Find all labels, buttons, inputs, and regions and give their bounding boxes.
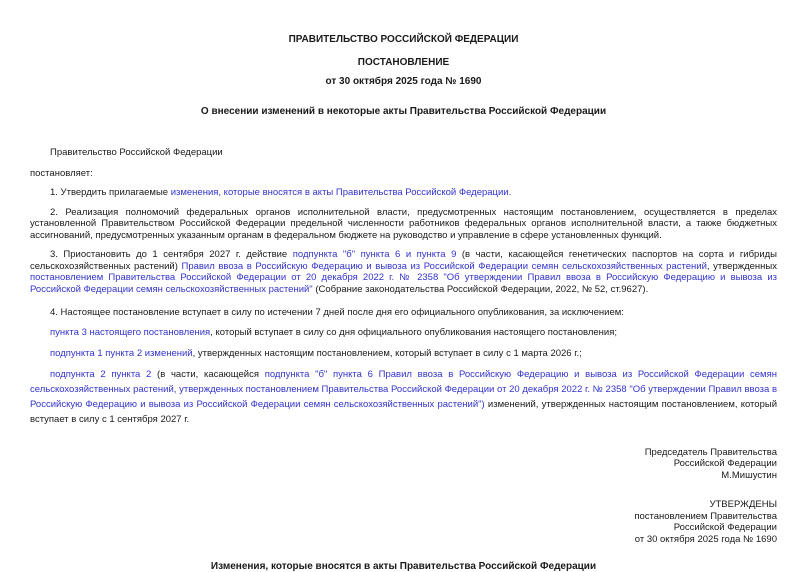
- text-run: (в части, касающейся: [151, 368, 265, 380]
- paragraph-2: [30, 207, 777, 242]
- paragraph-exception-1: [30, 325, 777, 340]
- header-date-number: от 30 октября 2025 года № 1690: [325, 76, 482, 87]
- text-run: , который вступает в силу со дня официального опубликования настоящего постановления;: [210, 326, 617, 338]
- approval-line-3: Российской Федерации: [673, 522, 777, 533]
- paragraph-1: [30, 187, 777, 199]
- text-run: 2. Реализация полномочий федеральных органов исполнительной власти, предусмотренных настоящим постановлением, осуществляется в пределах установленной Правительством Российской Федерации предельной численности работников федеральных органов исполнительной власти, а также бюджетных ассигнований, предусмотренных указанным органам в федеральном бюджете на руководство и управление в сфере установленных функций.: [30, 206, 777, 241]
- text-run: 4. Настоящее постановление вступает в силу по истечении 7 дней после дня его официального опубликования, за исключением:: [50, 307, 624, 318]
- text-run: , утвержденных настоящим постановлением, который вступает в силу с 1 марта 2026 г.;: [192, 347, 582, 359]
- signature-name: М.Мишустин: [721, 469, 777, 481]
- text-run: (Собрание законодательства Российской Федерации, 2022, № 52, ст.9627).: [312, 283, 649, 295]
- inline-link[interactable]: постановлением Правительства Российской Федерации от 20 декабря 2022 г. № 2358 "Об утверждении Правил ввоза в Российскую Федерацию и вывоза из Российской Федерации семян сельскохозяйственных растений": [30, 272, 777, 295]
- approval-date-number: от 30 октября 2025 года № 1690: [634, 533, 777, 545]
- paragraph-exception-2: [30, 346, 777, 361]
- paragraph-3: [30, 249, 777, 295]
- inline-link[interactable]: пункта 3 настоящего постановления: [50, 326, 211, 338]
- header-document-type: ПОСТАНОВЛЕНИЕ: [357, 57, 450, 68]
- text-run: изменений, утвержденных настоящим постановлением, который вступает в силу с 1 сентября 2027 г.: [30, 398, 777, 425]
- approval-label: УТВЕРЖДЕНЫ: [709, 499, 777, 510]
- approval-line-2: постановлением Правительства: [634, 510, 777, 522]
- signature-position-line-2: Российской Федерации: [673, 458, 777, 469]
- resolves-line: постановляет:: [30, 167, 93, 179]
- paragraph-exception-3: [30, 367, 777, 427]
- paragraph-4: [30, 307, 777, 319]
- inline-link[interactable]: подпункта 1 пункта 2 изменений: [50, 347, 193, 359]
- signature-block: [30, 447, 777, 482]
- inline-link[interactable]: подпункта "б" пункта 6 Правил ввоза в Российскую Федерацию и вывоза из Российской Федерации семян сельскохозяйственных растений, утвержденных постановлением Правительства Российской Федерации от 20 декабря 2022 г. № 2358 "Об утверждении Правил ввоза в Российскую Федерацию и вывоза из Российской Федерации семян сельскохозяйственных растений"): [30, 368, 777, 410]
- text-run: 1. Утвердить прилагаемые: [50, 187, 171, 198]
- approval-block: [30, 499, 777, 545]
- text-run: 3. Приостановить до 1 сентября 2027 г. действие: [50, 249, 293, 260]
- inline-link[interactable]: Правил ввоза в Российскую Федерацию и вывоза из Российской Федерации семян сельскохозяйственных растений: [181, 260, 707, 272]
- inline-link[interactable]: подпункта 2 пункта 2: [50, 368, 152, 380]
- signature-position-line-1: Председатель Правительства: [644, 446, 777, 458]
- intro-line: Правительство Российской Федерации: [50, 147, 223, 158]
- inline-link[interactable]: изменения, которые вносятся в акты Правительства Российской Федерации.: [170, 187, 512, 198]
- annex-title: Изменения, которые вносятся в акты Правительства Российской Федерации: [210, 561, 597, 572]
- document-title: О внесении изменений в некоторые акты Правительства Российской Федерации: [200, 106, 607, 117]
- text-run: (в части, касающейся генетических паспортов на сорта и гибриды сельскохозяйственных растений): [30, 249, 777, 272]
- text-run: , утвержденных: [706, 260, 777, 272]
- inline-link[interactable]: подпункта "б" пункта 6 и пункта 9: [292, 249, 457, 260]
- header-organization: ПРАВИТЕЛЬСТВО РОССИЙСКОЙ ФЕДЕРАЦИИ: [288, 34, 519, 45]
